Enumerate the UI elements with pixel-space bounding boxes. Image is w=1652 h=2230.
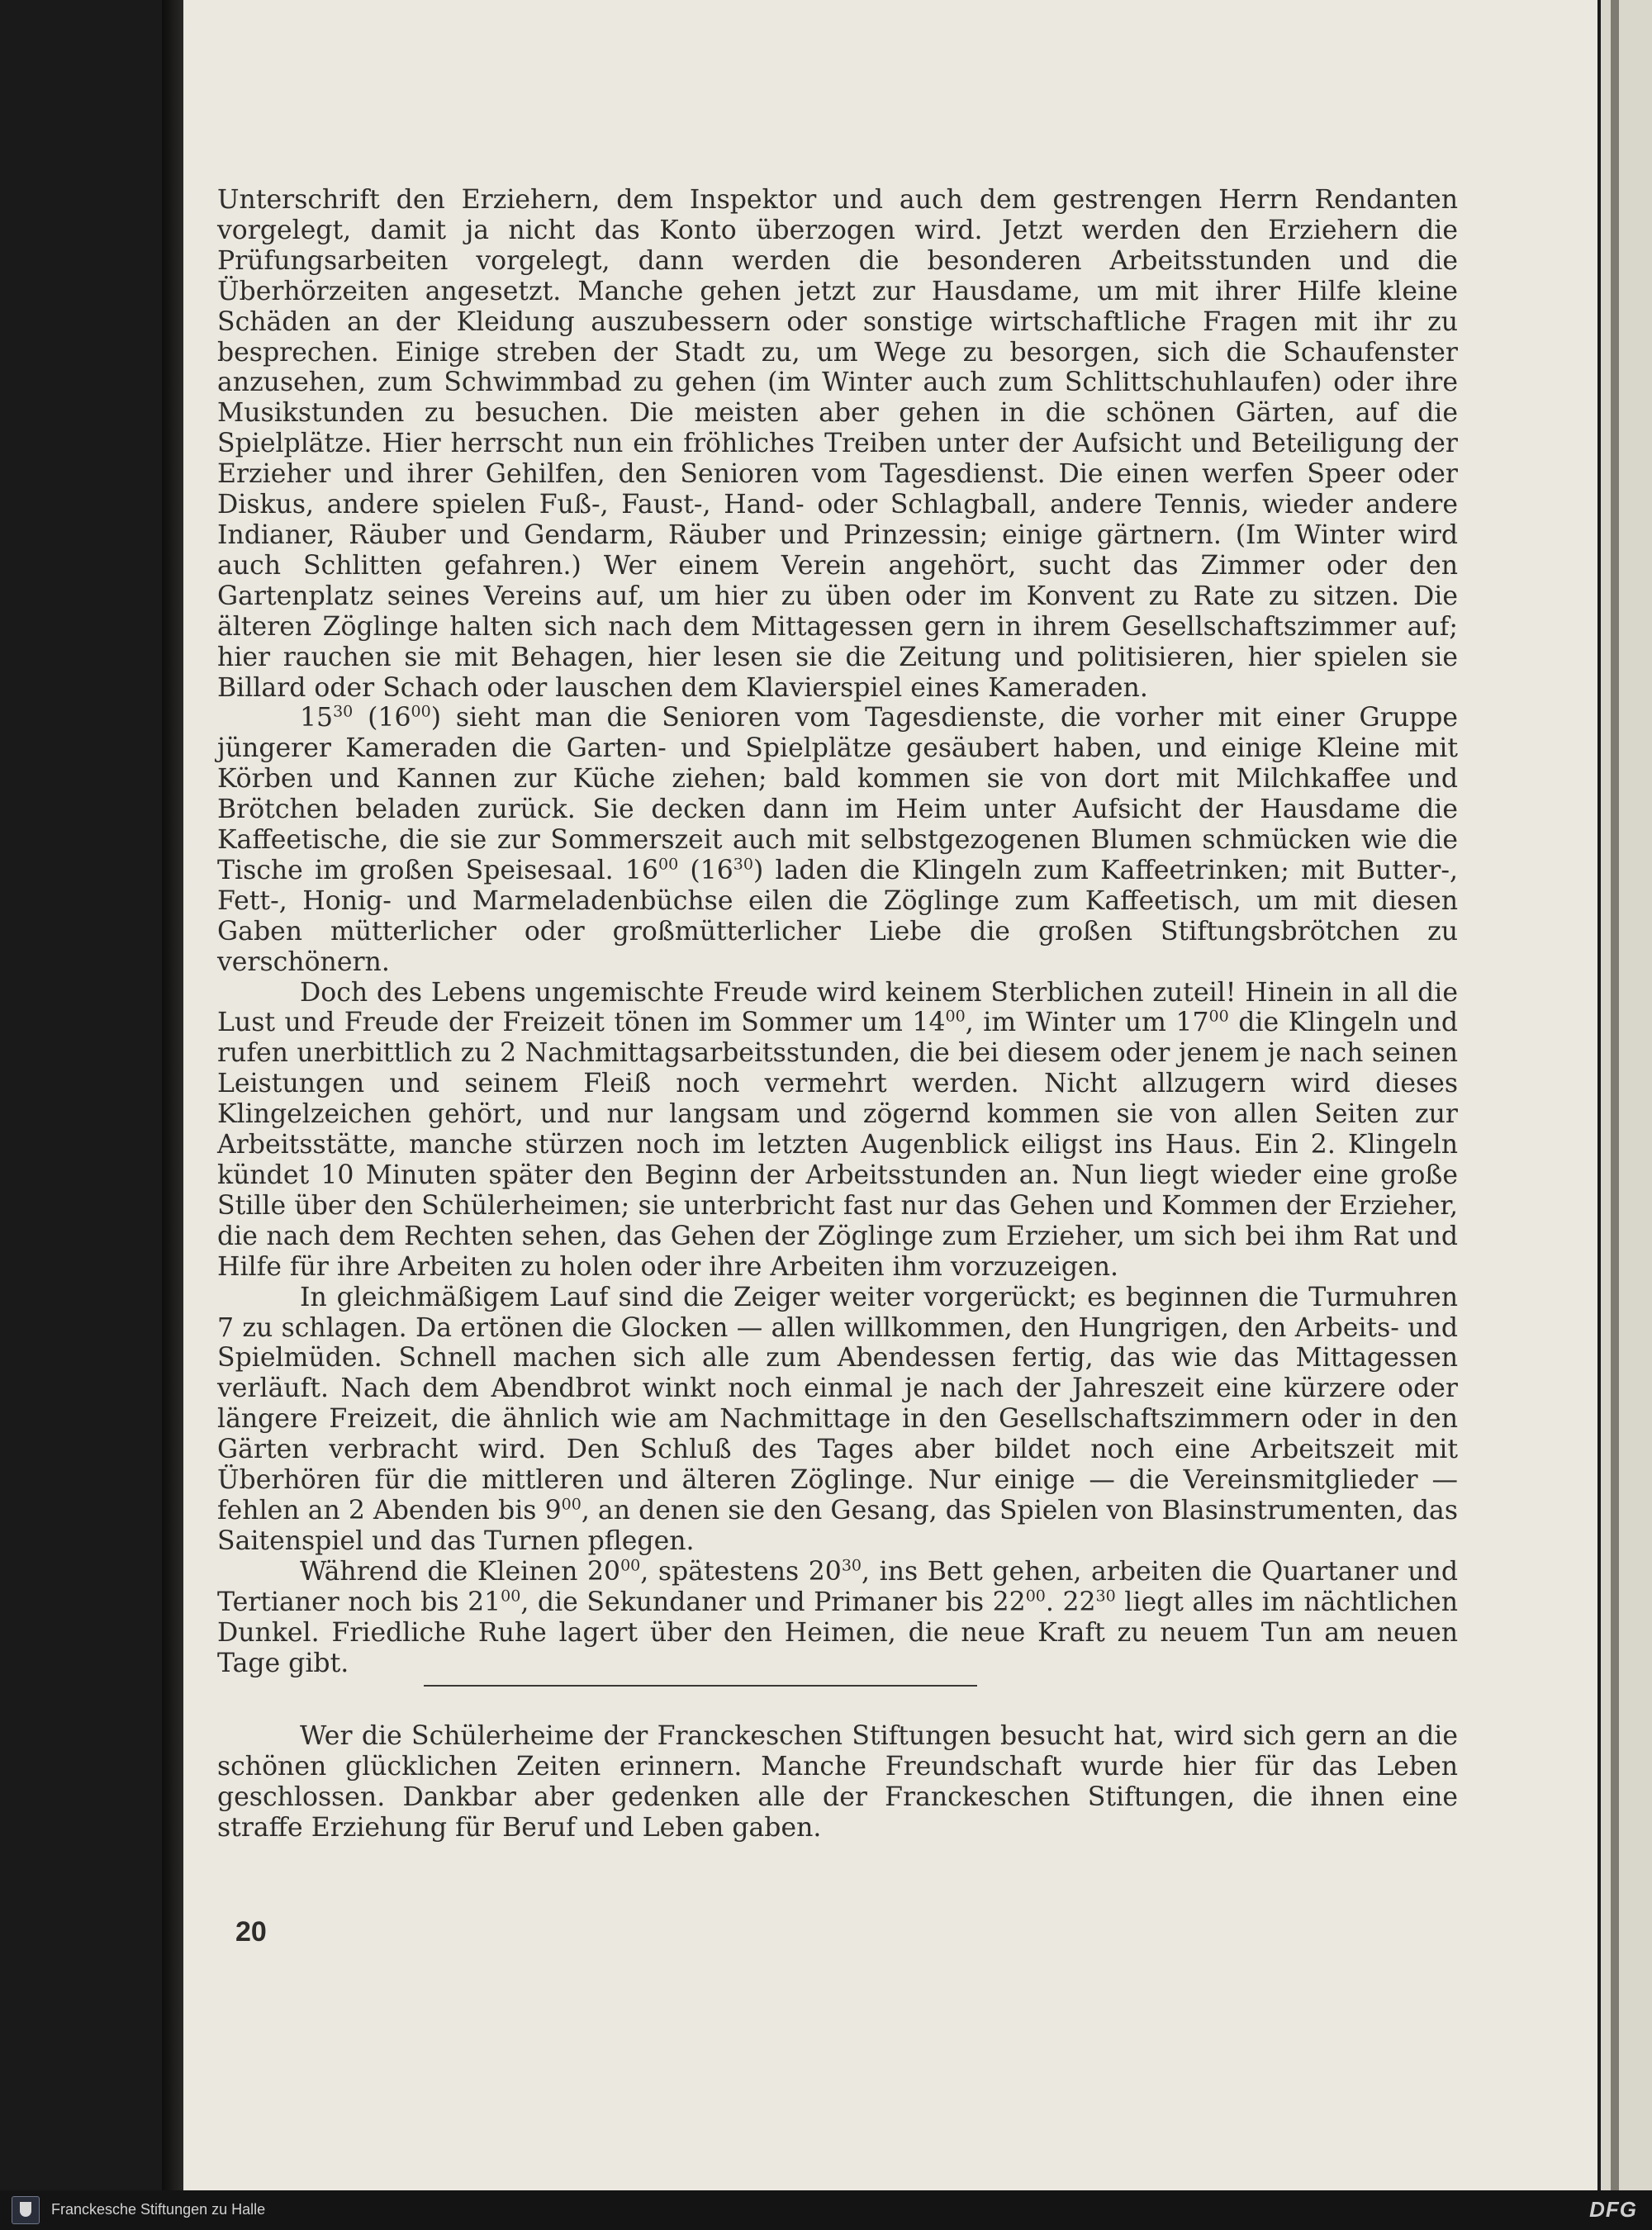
paragraph-3: Doch des Lebens ungemischte Freude wird keinem Sterblichen zuteil! Hinein in all die Lust und Freude der Freizeit tönen im Sommer um $14^{00}$, im Winter um $17^{00}$ die Klingeln und rufen unerbittlich zu 2 Nachmittagsarbeitsstunden, die bei diesem oder jenem je nach seinen Leistungen und seinem Fleiß noch vermehrt werden. Nicht allzugern wird dieses Klingelzeichen gehört, und nur langsam und zögernd kommen sie von allen Seiten zur Arbeitsstätte, manche stürzen noch im letzten Augenblick eiligst ins Haus. Ein 2. Klingeln kündet 10 Minuten später den Beginn der Arbeitsstunden an. Nun liegt wieder eine große Stille über den Schülerheimen; sie unterbricht fast nur das Gehen und Kommen der Erzieher, die nach dem Rechten sehen, das Gehen der Zöglinge zum Erzieher, um sich bei ihm Rat und Hilfe für ihre Arbeiten zu holen oder ihre Arbeiten ihm vorzuzeigen. — [217, 977, 1458, 1282]
paragraph-6: Wer die Schülerheime der Franckeschen Stiftungen besucht hat, wird sich gern an die schönen glücklichen Zeiten erinnern. Manche Freundschaft wurde hier für das Leben geschlossen. Dankbar aber gedenken alle der Franckeschen Stiftungen, die ihnen eine straffe Erziehung für Beruf und Leben gaben. — [217, 1721, 1458, 1843]
paragraph-2: $15^{30}$ $(16^{00})$ sieht man die Senioren vom Tagesdienste, die vorher mit einer Gruppe jüngerer Kameraden die Garten- und Spielplätze gesäubert haben, und einige Kleine mit Körben und Kannen zur Küche ziehen; bald kommen sie von dort mit Milchkaffee und Brötchen beladen zurück. Sie decken dann im Heim unter Aufsicht der Hausdame die Kaffeetische, die sie zur Sommerszeit auch mit selbstgezogenen Blumen schmücken wie die Tische im großen Speisesaal. $16^{00}$ $(16^{30})$ laden die Klingeln zum Kaffeetrinken; mit Butter-, Fett-, Honig- und Marmeladenbüchse eilen die Zöglinge zum Kaffeetisch, um mit diesen Gaben mütterlicher oder großmütterlicher Liebe die großen Stiftungsbrötchen zu verschönern. — [217, 702, 1459, 977]
institution-crest-icon — [12, 2196, 40, 2224]
binding-shadow — [162, 0, 183, 2190]
institution-name: Franckesche Stiftungen zu Halle — [51, 2201, 266, 2218]
paragraph-5: Während die Kleinen $20^{00}$, spätestens $20^{30}$, ins Bett gehen, arbeiten die Quartaner und Tertianer noch bis $21^{00}$, die Sekundaner und Primaner bis $22^{00}$. $22^{30}$ liegt alles im nächtlichen Dunkel. Friedliche Ruhe lagert über den Heimen, die neue Kraft zu neuem Tun am neuen Tage gibt. — [217, 1556, 1459, 1678]
viewer-footer-bar — [0, 2190, 1652, 2230]
dfg-logo: DFG — [1589, 2197, 1637, 2222]
page-number: 20 — [235, 1916, 267, 1948]
paragraph-4: In gleichmäßigem Lauf sind die Zeiger weiter vorgerückt; es beginnen die Turmuhren 7 zu schlagen. Da ertönen die Glocken — allen willkommen, den Hungrigen, den Arbeits- und Spielmüden. Schnell machen sich alle zum Abendessen fertig, das wie das Mittagessen verläuft. Nach dem Abendbrot winkt noch einmal je nach der Jahreszeit eine kürzere oder längere Freizeit, die ähnlich wie am Nachmittage in den Gesellschaftszimmern oder in den Gärten verbracht wird. Den Schluß des Tages aber bildet noch eine Arbeitszeit mit Überhören für die mittleren und älteren Zöglinge. Nur einige — die Vereinsmitglieder — fehlen an 2 Abenden bis $9^{00}$, an denen sie den Gesang, das Spielen von Blasinstrumenten, das Saitenspiel und das Turnen pflegen. — [217, 1282, 1458, 1556]
section-separator-line — [424, 1685, 977, 1687]
paragraph-1: Unterschrift den Erziehern, dem Inspektor und auch dem gestrengen Herrn Rendanten vorgelegt, damit ja nicht das Konto überzogen wird. Jetzt werden den Erziehern die Prüfungsarbeiten vorgelegt, dann werden die besonderen Arbeitsstunden und die Überhörzeiten angesetzt. Manche gehen jetzt zur Hausdame, um mit ihrer Hilfe kleine Schäden an der Kleidung auszubessern oder sonstige wirtschaftliche Fragen mit ihr zu besprechen. Einige streben der Stadt zu, um Wege zu besorgen, sich die Schaufenster anzusehen, zum Schwimmbad zu gehen (im Winter auch zum Schlittschuhlaufen) oder ihre Musikstunden zu besuchen. Die meisten aber gehen in die schönen Gärten, auf die Spielplätze. Hier herrscht nun ein fröhliches Treiben unter der Aufsicht und Beteiligung der Erzieher und ihrer Gehilfen, den Senioren vom Tagesdienst. Die einen werfen Speer oder Diskus, andere spielen Fuß-, Faust-, Hand- oder Schlagball, andere Tennis, wieder andere Indianer, Räuber und Gendarm, Räuber und Prinzessin; einige gärtnern. (Im Winter wird auch Schlitten gefahren.) Wer einem Verein angehört, sucht das Zimmer oder den Gartenplatz seines Vereins auf, um hier zu üben oder im Konvent zu Rate zu sitzen. Die älteren Zöglinge halten sich nach dem Mittagessen gern in ihrem Gesellschaftszimmer auf; hier rauchen sie mit Behagen, hier lesen sie die Zeitung und politisieren, hier spielen sie Billard oder Schach oder lauschen dem Klavierspiel eines Kameraden. — [217, 185, 1458, 703]
leaf-gap — [1611, 0, 1619, 2190]
page-body-text — [217, 185, 1458, 1843]
next-leaf-edge — [1601, 0, 1652, 2190]
